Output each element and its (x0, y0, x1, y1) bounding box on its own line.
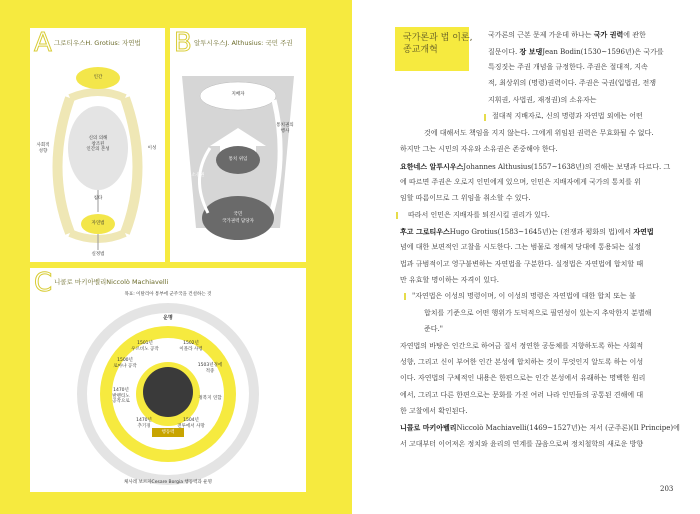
a-bottom-label: 자연법 (91, 221, 105, 226)
b-left-label: 소유권 (191, 173, 205, 178)
text-span: Hugo Grotius(1583~1645년)는 (전쟁과 평화의 법)에서 (449, 228, 634, 236)
c-seg-4: 1504년 전투에서 사망 (177, 418, 205, 429)
text-span: 에서, 그리고 다른 한편으로는 문화를 가진 여러 나라 인민들의 공통된 견해에 대 (400, 391, 644, 399)
text-line (400, 392, 643, 399)
b-bottom-sub: 국가권력 담당자 (222, 219, 254, 224)
text-span: 질문이다. (488, 48, 520, 56)
a-below-label: 실정법 (91, 252, 105, 257)
text-line (400, 359, 643, 366)
b-right-label: 통치권의 행사 (276, 123, 294, 134)
text-line (492, 113, 643, 120)
text-span: 한 고찰에서 확인된다. (400, 407, 468, 415)
text-span: 하지만 그는 시민의 자유와 소유권은 존중해야 한다. (400, 145, 558, 153)
c-bottom-caption: 체사레 보르자Cesare Borgia 행동력과 운명 (124, 480, 212, 485)
machiavelli-diagram (30, 268, 306, 492)
text-line (424, 310, 651, 317)
text-span: 절대적 지배자로, 신의 명령과 자연법 외에는 어떤 (492, 112, 643, 120)
text-span: 합치를 기준으로 어떤 행위가 도덕적으로 필연성이 있는지 추악한지 분별해 (424, 309, 652, 317)
text-span: 성향, 그리고 신이 부여한 인간 본성에 합치하는 것이 무엇인지 알도록 하는 이성 (400, 358, 644, 366)
c-band-top: 운명 (163, 315, 173, 321)
text-line (400, 244, 641, 251)
text-span: 만 유효할 명이하는 자격이 있다. (400, 276, 500, 284)
page-number: 203 (660, 485, 674, 493)
a-mid-label: 침타 (93, 196, 103, 201)
text-span: Jean Bodin(1530~1596년)은 국가를 (542, 48, 664, 56)
text-span: 에 관한 (623, 31, 646, 39)
text-line (400, 424, 680, 432)
text-span: 법과 규범적이고 영구불변하는 자연법을 구분한다. 실정법은 자연법에 합치할 때 (400, 260, 644, 268)
text-span: 념에 대한 보편적인 고찰을 시도한다. 그는 범물로 정해져 당대에 통용되는 실정 (400, 243, 641, 251)
text-span: 자연법 (633, 227, 654, 236)
panel-c-letter: C (34, 268, 53, 298)
panel-b (170, 28, 306, 262)
a-left-label: 사회적 성향 (36, 143, 50, 154)
c-seg-1: 1502년 이몰라 사령 (179, 341, 203, 352)
text-span: Johannes Althusius(1557~1638년)의 견해는 보댕과 다르다. 그 (463, 163, 671, 171)
text-span: Niccolò Machiavelli(1469~1527년)는 저서 (군주론)(Il Principe)에 (456, 424, 680, 432)
text-span: 것에 대해서도 책임을 지지 않는다. 그에게 위임된 권력은 무효화될 수 없다. (424, 129, 654, 137)
c-top-caption: 목표: 이탈리아 통부에 군주국을 건설하는 것 (124, 292, 212, 297)
text-line (412, 293, 636, 300)
b-top-label: 지배자 (231, 92, 245, 97)
sidebar-heading: 국가론과 법 이론, 종교개혁 (403, 33, 473, 56)
b-bottom-label: 국민 (233, 212, 243, 217)
text-span: 준다." (424, 325, 443, 333)
panel-b-letter: B (174, 28, 192, 58)
text-span: "자연법은 이성의 명령이며, 이 이성의 명령은 자연법에 대한 합치 또는 불 (412, 292, 636, 300)
text-span: 지휘권, 사법권, 재정권)의 소유자는 (488, 96, 597, 104)
text-line (488, 64, 648, 71)
text-span: 후고 그로티우스 (400, 227, 450, 236)
text-span: 임할 따름이므로 그 위임을 취소할 수 있다. (400, 194, 531, 202)
text-span: 적, 최상위의 (명령)권력이다. 주권은 국권(입법권, 전쟁 (488, 79, 656, 87)
text-line (488, 48, 664, 56)
text-span: 에 따르면 주권은 오로지 인민에게 있으며, 인민은 지배자에게 국가의 통치를 위 (400, 178, 641, 186)
text-span: 따라서 인민은 지배자를 퇴진시킬 권리가 있다. (408, 211, 550, 219)
text-line (400, 228, 654, 236)
a-center-label: 신의 의해 창조된 인간의 본성 (86, 136, 110, 153)
c-seg-2: 1503년경에 적중 (197, 363, 223, 374)
text-line (408, 212, 550, 219)
text-line (400, 277, 499, 284)
text-line (400, 261, 643, 268)
b-mid-label: 통치 위임 (228, 157, 248, 162)
text-line (424, 130, 654, 137)
a-top-label: 인간 (93, 75, 103, 80)
text-line (400, 441, 643, 448)
right-page (352, 0, 700, 514)
text-line (488, 97, 597, 104)
text-line (400, 163, 670, 171)
text-span: 특징짓는 주권 개념을 규정한다. 주권은 절대적, 지속 (488, 63, 648, 71)
text-line (424, 326, 443, 333)
panel-a (30, 28, 165, 262)
accent-bar (404, 293, 406, 300)
c-seg-0: 1501년 우르비노 공작 (131, 341, 159, 352)
accent-bar (484, 114, 486, 121)
c-seg-6: 1470년 발렌티노 공작으로 (112, 388, 130, 405)
text-span: 요한네스 알투시우스 (400, 162, 464, 171)
text-line (400, 375, 645, 382)
althusius-diagram (170, 28, 306, 262)
panel-a-letter: A (34, 28, 52, 58)
panel-c (30, 268, 306, 492)
text-span: 장 보댕 (519, 47, 543, 56)
panel-c-title: 니콜로 마키아벨리Niccolò Machiavelli (54, 278, 169, 286)
text-span: 국가론의 근본 문제 가운데 하나는 (488, 31, 594, 39)
text-line (400, 195, 531, 202)
panel-b-title: 알투시우스J. Althusius: 국민 주권 (194, 39, 293, 47)
c-band-bottom: 행동력 (161, 430, 175, 435)
c-seg-5: 1470년 추기경 (136, 418, 152, 429)
text-span: 자연법의 바탕은 인간으로 하여금 질서 정연한 공동체를 지향하도록 하는 사회적 (400, 342, 644, 350)
text-span: 니콜로 마키아벨리 (400, 423, 457, 432)
text-line (400, 179, 641, 186)
text-line (488, 31, 646, 39)
a-right-label: 이성 (147, 146, 157, 151)
accent-bar (396, 212, 398, 219)
c-seg-7: 1500년 로마냐 공작 (113, 358, 137, 369)
text-line (400, 343, 643, 350)
text-line (488, 80, 656, 87)
text-line (400, 408, 468, 415)
text-span: 국가 권력 (593, 30, 624, 39)
panel-a-title: 그로티우스H. Grotius: 자연법 (54, 39, 141, 47)
text-line (400, 146, 558, 153)
text-span: 서 고대부터 이어져온 정치와 윤리의 연계를 끊음으로써 정치철학의 새로운 방향 (400, 440, 644, 448)
c-seg-3: 정복지 연합 (198, 396, 222, 401)
text-span: 이다. 자연법의 구체적인 내용은 한편으로는 인간 본성에서 유래하는 명백한 원리 (400, 374, 646, 382)
